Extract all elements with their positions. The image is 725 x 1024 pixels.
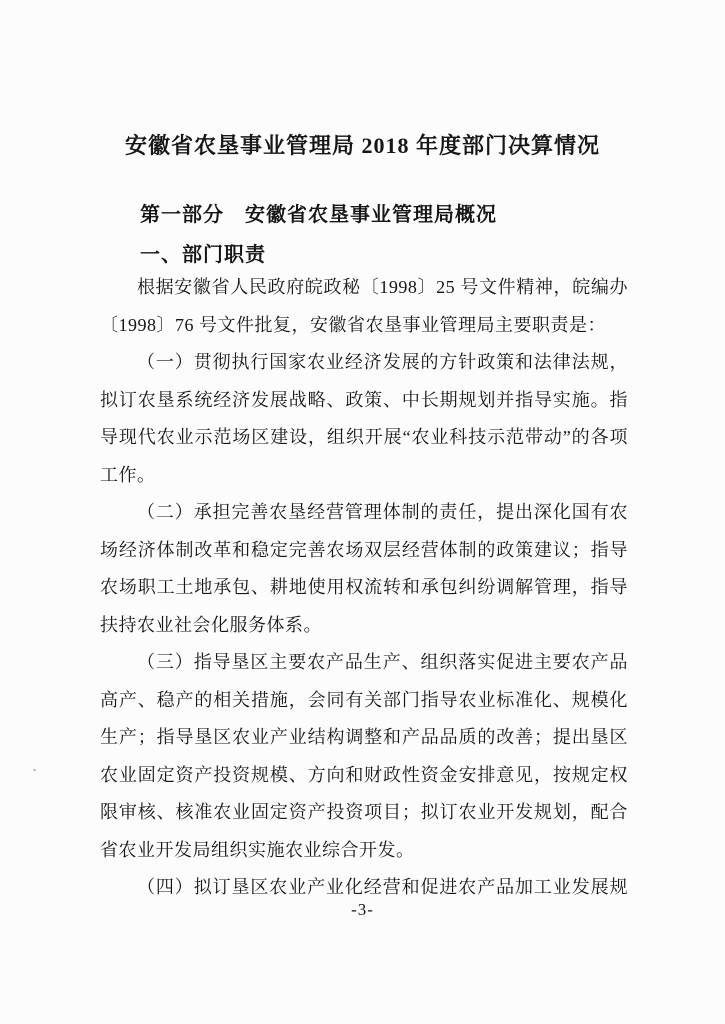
body-line: 农场职工土地承包、耕地使用权流转和承包纠纷调解管理，指导	[100, 577, 628, 597]
body-line: 场经济体制改革和稳定完善农场双层经营体制的政策建议；指导	[100, 539, 628, 560]
body-line: 生产；指导垦区农业产业结构调整和产品品质的改善；提出垦区	[100, 727, 628, 747]
scan-speck	[33, 768, 37, 771]
body-line: 〔1998〕76 号文件批复，安徽省农垦事业管理局主要职责是：	[100, 314, 606, 335]
body-line: 导现代农业示范场区建设，组织开展“农业科技示范带动”的各项	[100, 427, 628, 447]
body-line: （三）指导垦区主要农产品生产、组织落实促进主要农产品	[137, 652, 628, 672]
page-number: -3-	[351, 900, 374, 919]
body-line: 高产、稳产的相关措施，会同有关部门指导农业标准化、规模化	[100, 689, 628, 710]
document-title: 安徽省农垦事业管理局 2018 年度部门决算情况	[124, 133, 600, 158]
document-body	[100, 269, 628, 907]
body-line: 拟订农垦系统经济发展战略、政策、中长期规划并指导实施。指	[100, 389, 628, 410]
body-line: （一）贯彻执行国家农业经济发展的方针政策和法律法规，	[137, 352, 628, 372]
body-line: 限审核、核准农业固定资产投资项目；拟订农业开发规划，配合	[100, 802, 628, 822]
body-line: 根据安徽省人民政府皖政秘〔1998〕25 号文件精神，皖编办	[137, 277, 628, 297]
body-line: 扶持农业社会化服务体系。	[100, 614, 322, 635]
body-line: 省农业开发局组织实施农业综合开发。	[100, 839, 415, 860]
body-line: 工作。	[100, 464, 156, 485]
section-heading: 第一部分 安徽省农垦事业管理局概况	[140, 204, 497, 226]
body-line: （四）拟订垦区农业产业化经营和促进农产品加工业发展规	[137, 877, 628, 897]
body-line: 农业固定资产投资规模、方向和财政性资金安排意见，按规定权	[100, 764, 628, 785]
sub-heading: 一、部门职责	[140, 244, 266, 266]
body-line: （二）承担完善农垦经营管理体制的责任，提出深化国有农	[137, 502, 628, 522]
